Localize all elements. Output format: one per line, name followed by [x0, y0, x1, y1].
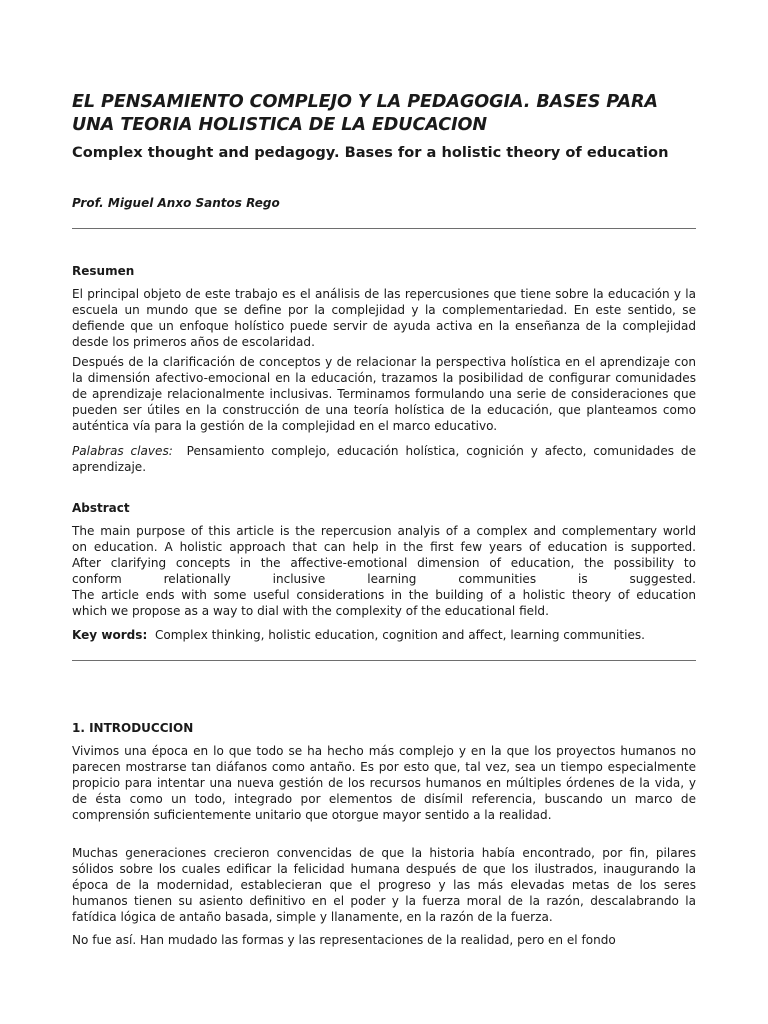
abstract-line: After clarifying concepts in the affective-emotional dimension of education, the possibility to: [72, 556, 696, 570]
abstract-line: The main purpose of this article is the repercusion analyis of a complex and complementary world: [72, 524, 696, 538]
introduction-paragraph-3: No fue así. Han mudado las formas y las representaciones de la realidad, pero en el fondo: [72, 933, 616, 947]
abstract-line: The article ends with some useful considerations in the building of a holistic theory of education: [72, 588, 696, 602]
title-spanish: EL PENSAMIENTO COMPLEJO Y LA PEDAGOGIA. BASES PARA UNA TEORIA HOLISTICA DE LA EDUCACION: [72, 92, 658, 135]
introduction-heading: 1. INTRODUCCION: [72, 721, 194, 735]
abstract-line: which we propose as a way to dial with the complexity of the educational field.: [72, 604, 549, 618]
resumen-keywords-label: Palabras claves:: [72, 444, 173, 458]
resumen-keywords-text: Pensamiento complejo, educación holística, cognición y afecto, comunidades de aprendizaje.: [72, 444, 696, 474]
author-name: Prof. Miguel Anxo Santos Rego: [72, 196, 280, 210]
resumen-heading: Resumen: [72, 264, 135, 278]
resumen-paragraph-2: Después de la clarificación de conceptos y de relacionar la perspectiva holística en el aprendizaje con la dimensión afectivo-emocional en la educación, trazamos la posibilidad de configurar comunidades de aprendizaje relacionalmente inclusivas. Terminamos formulando una serie de consideraciones que pueden ser útiles en la construcción de una teoría holística de la educación, que planteamos como auténtica vía para la gestión de la complejidad en el marco educativo.: [72, 355, 696, 433]
abstract-body: [72, 523, 696, 619]
resumen-keywords: [72, 443, 696, 475]
title-english: Complex thought and pedagogy. Bases for a holistic theory of education: [72, 144, 669, 161]
abstract-keywords-text: Complex thinking, holistic education, cognition and affect, learning communities.: [154, 628, 645, 642]
abstract-heading: Abstract: [72, 501, 130, 515]
introduction-paragraph-1: Vivimos una época en lo que todo se ha hecho más complejo y en la que los proyectos humanos no parecen mostrarse tan diáfanos como antaño. Es por esto que, tal vez, sea un tiempo especialmente propicio para intentar una nueva gestión de los recursos humanos en múltiples órdenes de la vida, y de ésta como un todo, integrado por elementos de disímil referencia, buscando un marco de comprensión suficientemente unitario que otorgue mayor sentido a la realidad.: [72, 744, 696, 822]
abstract-keywords: [72, 627, 696, 643]
resumen-paragraph-1: El principal objeto de este trabajo es el análisis de las repercusiones que tiene sobre la educación y la escuela un mundo que se define por la complejidad y la complementariedad. En este sentido, se defiende que un enfoque holístico puede servir de ayuda activa en la enseñanza de la complejidad desde los primeros años de escolaridad.: [72, 287, 696, 349]
abstract-line: conform relationally inclusive learning communities is suggested.: [72, 572, 696, 586]
abstract-line: on education. A holistic approach that can help in the first few years of education is supported.: [72, 540, 696, 554]
introduction-paragraph-2: Muchas generaciones crecieron convencidas de que la historia había encontrado, por fin, pilares sólidos sobre los cuales edificar la felicidad humana después de que los ilustrados, inaugurando la época de la modernidad, establecieran que el progreso y las más elevadas metas de los seres humanos tienen su asiento definitivo en el poder y la fuerza moral de la razón, descalabrando la fatídica lógica de antaño basada, simple y llanamente, en la razón de la fuerza.: [72, 846, 696, 924]
divider-top: [72, 228, 696, 229]
abstract-keywords-label: Key words:: [72, 628, 148, 642]
divider-bottom: [72, 660, 696, 661]
